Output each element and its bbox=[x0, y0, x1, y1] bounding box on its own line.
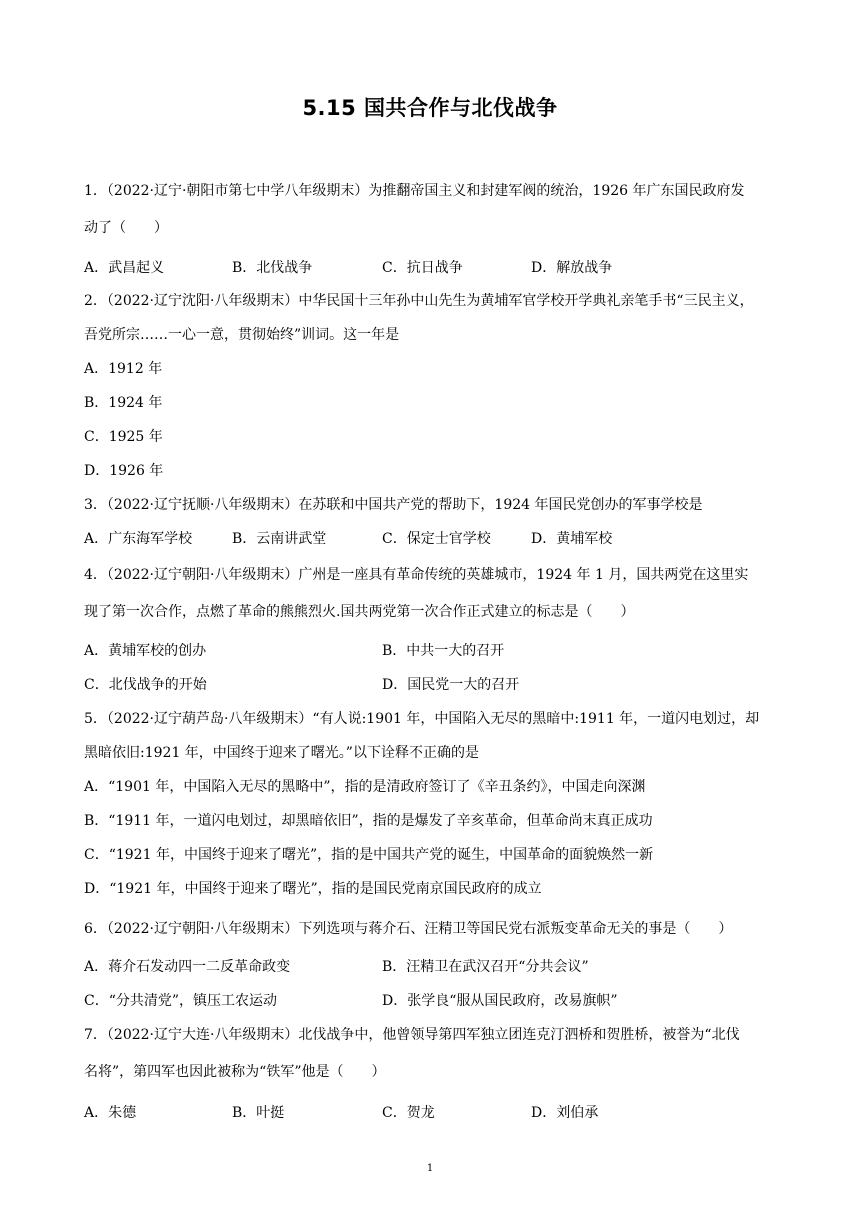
question-1-line-2: 动了（ ） bbox=[84, 220, 168, 236]
question-2-line-1: 2．（2022·辽宁沈阳·八年级期末）中华民国十三年孙中山先生为黄埔军官学校开学典礼亲笔手书“三民主义， bbox=[84, 293, 754, 309]
question-4-line-1: 4．（2022·辽宁朝阳·八年级期末）广州是一座具有革命传统的英雄城市，1924 年 1 月，国共两党在这里实 bbox=[84, 567, 749, 583]
question-4-option-c: C．北伐战争的开始 bbox=[84, 677, 207, 693]
question-5-line-1: 5．（2022·辽宁葫芦岛·八年级期末）“有人说:1901 年，中国陷入无尽的黑暗中:1911 年，一道闪电划过，却 bbox=[84, 711, 760, 727]
question-5-line-2: 黑暗依旧:1921 年，中国终于迎来了曙光。”以下诠释不正确的是 bbox=[84, 745, 479, 761]
question-6-option-a: A．蒋介石发动四一二反革命政变 bbox=[84, 959, 291, 975]
question-4-option-a: A．黄埔军校的创办 bbox=[84, 643, 207, 659]
question-3-line-1: 3．（2022·辽宁抚顺·八年级期末）在苏联和中国共产党的帮助下，1924 年国民党创办的军事学校是 bbox=[84, 497, 703, 513]
question-3-option-d: D．黄埔军校 bbox=[531, 531, 613, 547]
question-1-option-b: B．北伐战争 bbox=[232, 260, 313, 276]
question-1-option-d: D．解放战争 bbox=[531, 260, 613, 276]
question-6-line-1: 6．（2022·辽宁朝阳·八年级期末）下列选项与蒋介石、汪精卫等国民党右派叛变革命无关的事是（ ） bbox=[84, 921, 733, 937]
question-7-option-a: A．朱德 bbox=[84, 1105, 137, 1121]
question-2-option-b: B．1924 年 bbox=[84, 395, 163, 411]
question-3-option-b: B．云南讲武堂 bbox=[232, 531, 327, 547]
question-5-option-b: B．“1911 年，一道闪电划过，却黑暗依旧”，指的是爆发了辛亥革命，但革命尚末真正成功 bbox=[84, 813, 653, 829]
question-7-line-1: 7．（2022·辽宁大连·八年级期末）北伐战争中，他曾领导第四军独立团连克汀泗桥和贺胜桥，被誉为“北伐 bbox=[84, 1027, 740, 1043]
question-3-option-a: A．广东海军学校 bbox=[84, 531, 193, 547]
question-7-option-d: D．刘伯承 bbox=[531, 1105, 599, 1121]
question-7-option-b: B．叶挺 bbox=[232, 1105, 285, 1121]
question-7-line-2: 名将”，第四军也因此被称为“铁军”他是（ ） bbox=[84, 1064, 386, 1080]
page-number: 1 bbox=[426, 1163, 434, 1174]
question-7-option-c: C．贺龙 bbox=[382, 1105, 435, 1121]
question-4-line-2: 现了第一次合作，点燃了革命的熊熊烈火.国共两党第一次合作正式建立的标志是（ ） bbox=[84, 604, 635, 620]
question-5-option-a: A．“1901 年，中国陷入无尽的黑略中”，指的是清政府签订了《辛丑条约》，中国走向深渊 bbox=[84, 779, 646, 795]
question-1-option-c: C．抗日战争 bbox=[382, 260, 463, 276]
question-2-line-2: 吾党所宗……一心一意，贯彻始终”训词。这一年是 bbox=[84, 327, 400, 343]
question-6-option-c: C．“分共清党”，镇压工农运动 bbox=[84, 993, 278, 1009]
page-title: 5.15 国共合作与北伐战争 bbox=[302, 96, 558, 120]
question-2-option-a: A．1912 年 bbox=[84, 361, 163, 377]
question-6-option-d: D．张学良“服从国民政府，改易旗帜” bbox=[382, 993, 618, 1009]
question-1-option-a: A．武昌起义 bbox=[84, 260, 165, 276]
question-6-option-b: B．汪精卫在武汉召开“分共会议” bbox=[382, 959, 589, 975]
question-4-option-d: D．国民党一大的召开 bbox=[382, 677, 520, 693]
question-2-option-c: C．1925 年 bbox=[84, 429, 163, 445]
question-5-option-c: C．“1921 年，中国终于迎来了曙光”，指的是中国共产党的诞生，中国革命的面貌焕然一新 bbox=[84, 847, 654, 863]
question-5-option-d: D．“1921 年，中国终于迎来了曙光”，指的是国民党南京国民政府的成立 bbox=[84, 881, 542, 897]
question-2-option-d: D．1926 年 bbox=[84, 463, 164, 479]
question-3-option-c: C．保定士官学校 bbox=[382, 531, 491, 547]
question-1-line-1: 1．（2022·辽宁·朝阳市第七中学八年级期末）为推翻帝国主义和封建军阀的统治，1926 年广东国民政府发 bbox=[84, 183, 745, 199]
question-4-option-b: B．中共一大的召开 bbox=[382, 643, 505, 659]
